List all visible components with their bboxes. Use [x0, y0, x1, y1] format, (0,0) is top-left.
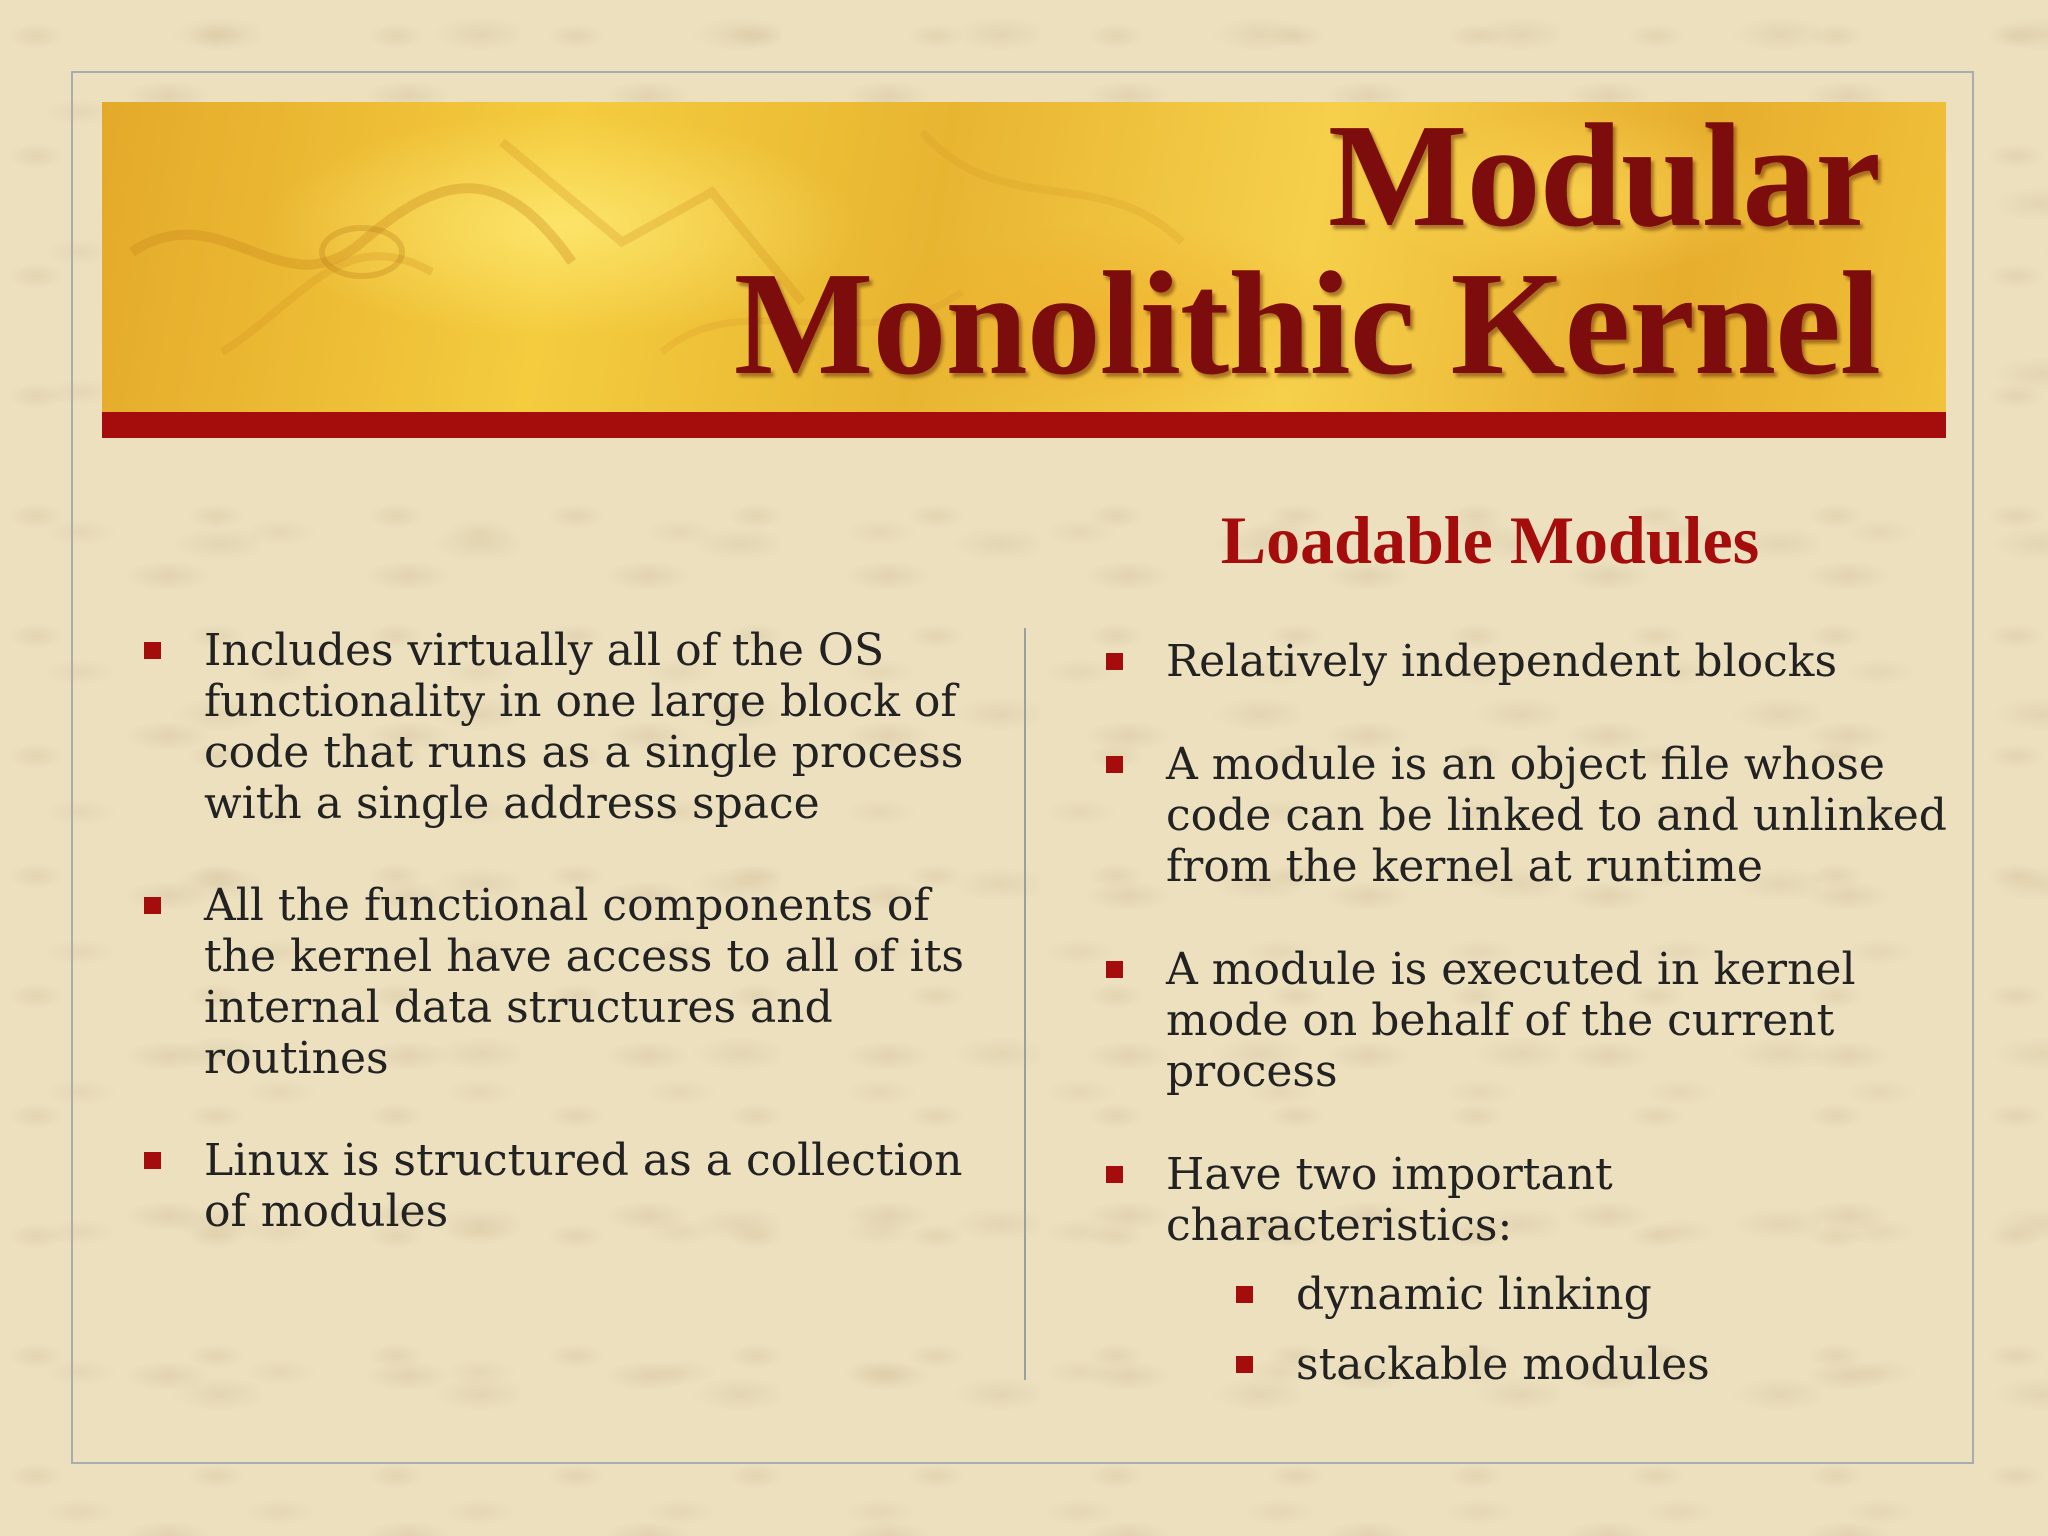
bullet-square-icon [1106, 653, 1123, 670]
bullet-text: Linux is structured as a collection of modules [204, 1135, 963, 1237]
bullet-text: Relatively independent blocks [1166, 636, 1838, 687]
left-bullet-list [144, 625, 1004, 1288]
right-bullet-list [1106, 636, 1966, 1409]
bullet-text: All the functional components of the kernel have access to all of its internal data structures and routines [204, 880, 964, 1084]
right-column-heading: Loadable Modules [1220, 502, 1760, 578]
bullet-square-icon [144, 642, 161, 659]
sub-bullet-text: stackable modules [1296, 1339, 1710, 1390]
bullet-square-icon [1106, 756, 1123, 773]
title-line-2: Monolithic Kernel [733, 242, 1880, 406]
bullet-square-icon [1106, 961, 1123, 978]
bullet-square-icon [1236, 1356, 1253, 1373]
sub-list-item [1236, 1269, 1966, 1320]
list-item [1106, 1149, 1966, 1251]
list-item [1106, 636, 1966, 687]
list-item [144, 625, 1004, 829]
bullet-square-icon [1236, 1286, 1253, 1303]
bullet-square-icon [1106, 1166, 1123, 1183]
title-underline-bar [102, 412, 1946, 438]
title-banner [102, 102, 1946, 412]
list-item [1106, 739, 1966, 892]
sub-list-item [1236, 1339, 1966, 1390]
list-item [1106, 944, 1966, 1097]
sub-bullet-text: dynamic linking [1296, 1269, 1652, 1320]
list-item [144, 880, 1004, 1084]
bullet-text: Have two important characteristics: [1166, 1149, 1613, 1251]
bullet-square-icon [144, 897, 161, 914]
bullet-text: A module is an object file whose code can be linked to and unlinked from the kernel at runtime [1166, 739, 1947, 892]
column-divider [1024, 628, 1026, 1380]
list-item [144, 1135, 1004, 1237]
bullet-text: A module is executed in kernel mode on behalf of the current process [1166, 944, 1856, 1097]
bullet-square-icon [144, 1152, 161, 1169]
bullet-text: Includes virtually all of the OS functionality in one large block of code that runs as a single process with a single address space [204, 625, 964, 829]
slide-title [733, 102, 1880, 406]
title-line-1: Modular [1327, 102, 1880, 258]
